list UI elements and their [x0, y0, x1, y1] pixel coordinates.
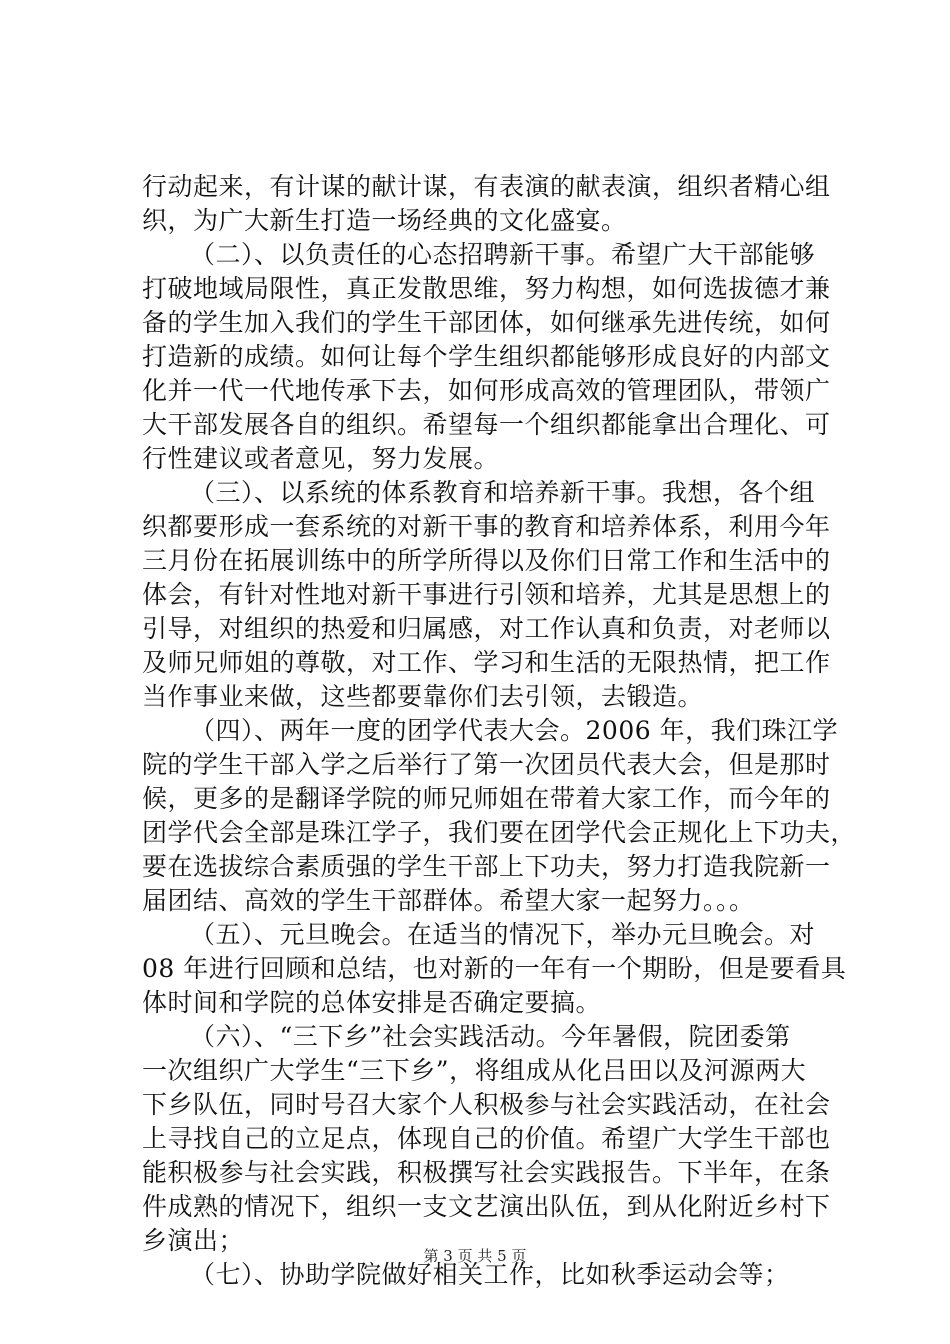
- text-line: 08 年进行回顾和总结，也对新的一年有一个期盼，但是要看具: [142, 954, 847, 983]
- text-line: 及师兄师姐的尊敬，对工作、学习和生活的无限热情，把工作: [142, 648, 831, 677]
- text-line: 备的学生加入我们的学生干部团体，如何继承先进传统，如何: [142, 308, 831, 337]
- text-line: 行性建议或者意见，努力发展。: [142, 444, 500, 473]
- text-line: 届团结、高效的学生干部群体。希望大家一起努力。。。: [142, 886, 755, 915]
- text-line: 体时间和学院的总体安排是否确定要搞。: [142, 988, 602, 1017]
- text-line: 打破地域局限性，真正发散思维，努力构想，如何选拔德才兼: [142, 274, 831, 303]
- text-line: （四）、两年一度的团学代表大会。2006 年，我们珠江学: [190, 716, 839, 745]
- text-line: 下乡队伍，同时号召大家个人积极参与社会实践活动，在社会: [142, 1090, 831, 1119]
- text-line: 一次组织广大学生“三下乡”，将组成从化吕田以及河源两大: [142, 1056, 807, 1085]
- text-line: 大干部发展各自的组织。希望每一个组织都能拿出合理化、可: [142, 410, 831, 439]
- text-line: 件成熟的情况下，组织一支文艺演出队伍，到从化附近乡村下: [142, 1192, 831, 1221]
- text-line: 候，更多的是翻译学院的师兄师姐在带着大家工作，而今年的: [142, 784, 831, 813]
- text-line: （七）、协助学院做好相关工作，比如秋季运动会等；: [190, 1260, 790, 1289]
- text-line: 织，为广大新生打造一场经典的文化盛宴。: [142, 206, 627, 235]
- text-line: 上寻找自己的立足点，体现自己的价值。希望广大学生干部也: [142, 1124, 831, 1153]
- text-line: 三月份在拓展训练中的所学所得以及你们日常工作和生活中的: [142, 546, 831, 575]
- text-line: （三）、以系统的体系教育和培养新干事。我想，各个组: [190, 478, 816, 507]
- text-line: 织都要形成一套系统的对新干事的教育和培养体系，利用今年: [142, 512, 831, 541]
- text-line: （六）、“三下乡”社会实践活动。今年暑假，院团委第: [190, 1022, 791, 1051]
- text-line: 引导，对组织的热爱和归属感，对工作认真和负责，对老师以: [142, 614, 831, 643]
- text-line: 体会，有针对性地对新干事进行引领和培养，尤其是思想上的: [142, 580, 831, 609]
- text-line: 要在选拔综合素质强的学生干部上下功夫，努力打造我院新一: [142, 852, 831, 881]
- text-line: 院的学生干部入学之后举行了第一次团员代表大会，但是那时: [142, 750, 831, 779]
- text-line: 化并一代一代地传承下去，如何形成高效的管理团队，带领广: [142, 376, 831, 405]
- text-line: 团学代会全部是珠江学子，我们要在团学代会正规化上下功夫，: [142, 818, 857, 847]
- text-line: 行动起来，有计谋的献计谋，有表演的献表演，组织者精心组: [142, 172, 831, 201]
- text-line: 能积极参与社会实践，积极撰写社会实践报告。下半年，在条: [142, 1158, 831, 1187]
- page-number-label: 第 3 页 共 5 页: [423, 1247, 527, 1265]
- text-line: 打造新的成绩。如何让每个学生组织都能够形成良好的内部文: [142, 342, 831, 371]
- text-line: 乡演出；: [142, 1226, 245, 1255]
- text-line: 当作事业来做，这些都要靠你们去引领，去锻造。: [142, 682, 704, 711]
- text-line: （五）、元旦晚会。在适当的情况下，举办元旦晚会。对: [190, 920, 816, 949]
- text-line: （二）、以负责任的心态招聘新干事。希望广大干部能够: [190, 240, 816, 269]
- page-footer: [0, 1246, 950, 1266]
